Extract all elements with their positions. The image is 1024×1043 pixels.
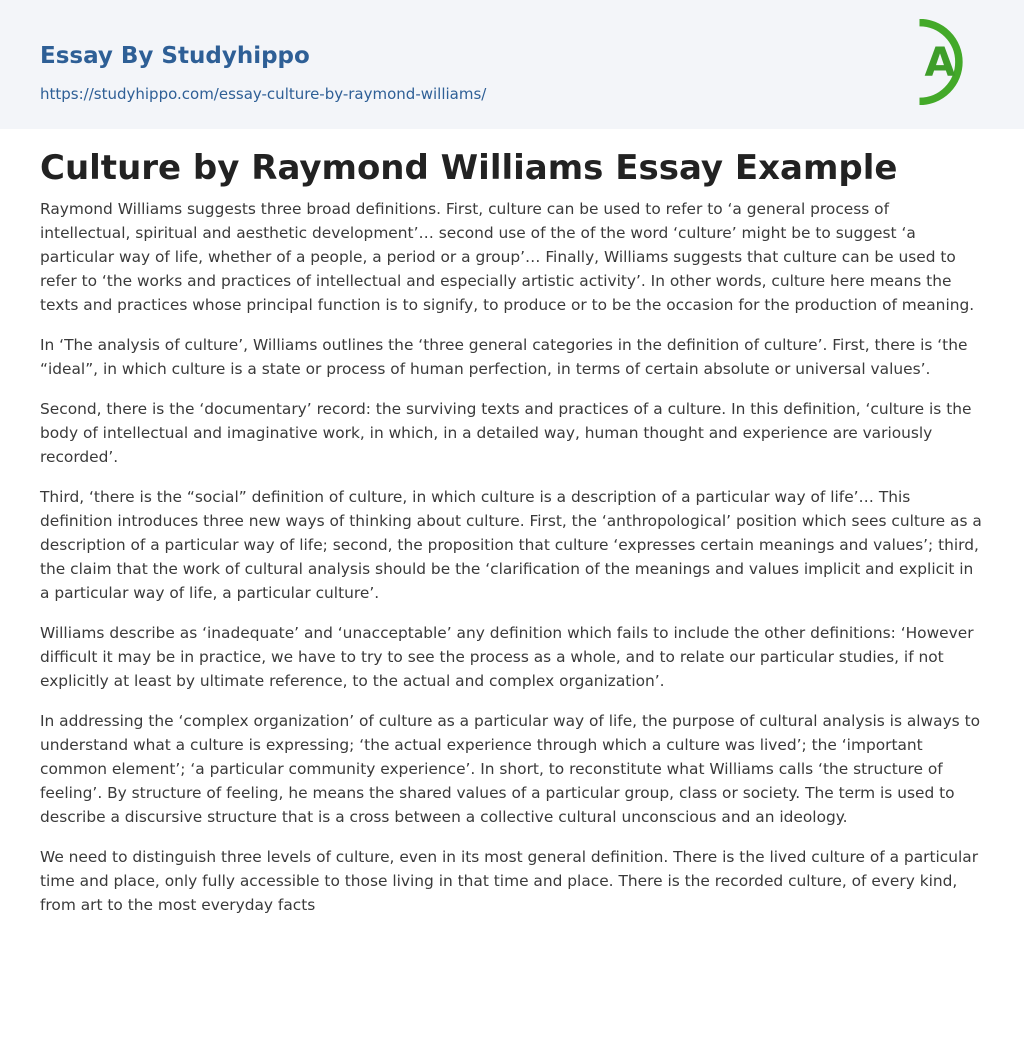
- article-paragraph-6: In addressing the ‘complex organization’ of culture as a particular way of life, the purpose of cultural analysis is always to understand what a culture is expressing; ‘the actual experience through which a culture was lived’; the ‘important common element’; ‘a particular community experience’. In short, to reconstitute what Williams calls ‘the structure of feeling’. By structure of feeling, he means the shared values of a particular group, class or society. The term is used to describe a discursive structure that is a cross between a collective cultural unconscious and an ideology.: [40, 712, 981, 826]
- logo-letter: A: [924, 40, 956, 86]
- article-paragraph-7: We need to distinguish three levels of culture, even in its most general definition. There is the lived culture of a particular time and place, only fully accessible to those living in that time and place. There is the recorded culture, of every kind, from art to the most everyday facts: [40, 848, 979, 914]
- article-paragraph-4: Third, ‘there is the “social” definition of culture, in which culture is a description of a particular way of life’… This definition introduces three new ways of thinking about culture. First, the ‘anthropological’ position which sees culture as a description of a particular way of life; second, the proposition that culture ‘expresses certain meanings and values’; third, the claim that the work of cultural analysis should be the ‘clarification of the meanings and values implicit and explicit in a particular way of life, a particular culture’.: [40, 488, 982, 602]
- article-url-link[interactable]: https://studyhippo.com/essay-culture-by-raymond-williams/: [40, 85, 487, 103]
- article-paragraph-3: Second, there is the ‘documentary’ record: the surviving texts and practices of a culture. In this definition, ‘culture is the body of intellectual and imaginative work, in which, in a detailed way, human thought and experience are variously recorded’.: [40, 400, 972, 466]
- site-name[interactable]: Essay By Studyhippo: [40, 43, 310, 69]
- studyhippo-logo-icon[interactable]: [911, 19, 987, 105]
- site-header: [0, 0, 1024, 129]
- article-title: Culture by Raymond Williams Essay Example: [40, 148, 898, 188]
- article-paragraph-1: Raymond Williams suggests three broad definitions. First, culture can be used to refer to ‘a general process of intellectual, spiritual and aesthetic development’… second use of the of the word ‘culture’ might be to suggest ‘a particular way of life, whether of a people, a period or a group’… Finally, Williams suggests that culture can be used to refer to ‘the works and practices of intellectual and especially artistic activity’. In other words, culture here means the texts and practices whose principal function is to signify, to produce or to be the occasion for the production of meaning.: [40, 200, 975, 314]
- article: [40, 144, 984, 933]
- article-paragraph-5: Williams describe as ‘inadequate’ and ‘unacceptable’ any definition which fails to include the other definitions: ‘However difficult it may be in practice, we have to try to see the process as a whole, and to relate our particular studies, if not explicitly at least by ultimate reference, to the actual and complex organization’.: [40, 624, 974, 690]
- article-paragraph-2: In ‘The analysis of culture’, Williams outlines the ‘three general categories in the definition of culture’. First, there is ‘the “ideal”, in which culture is a state or process of human perfection, in terms of certain absolute or universal values’.: [40, 336, 968, 378]
